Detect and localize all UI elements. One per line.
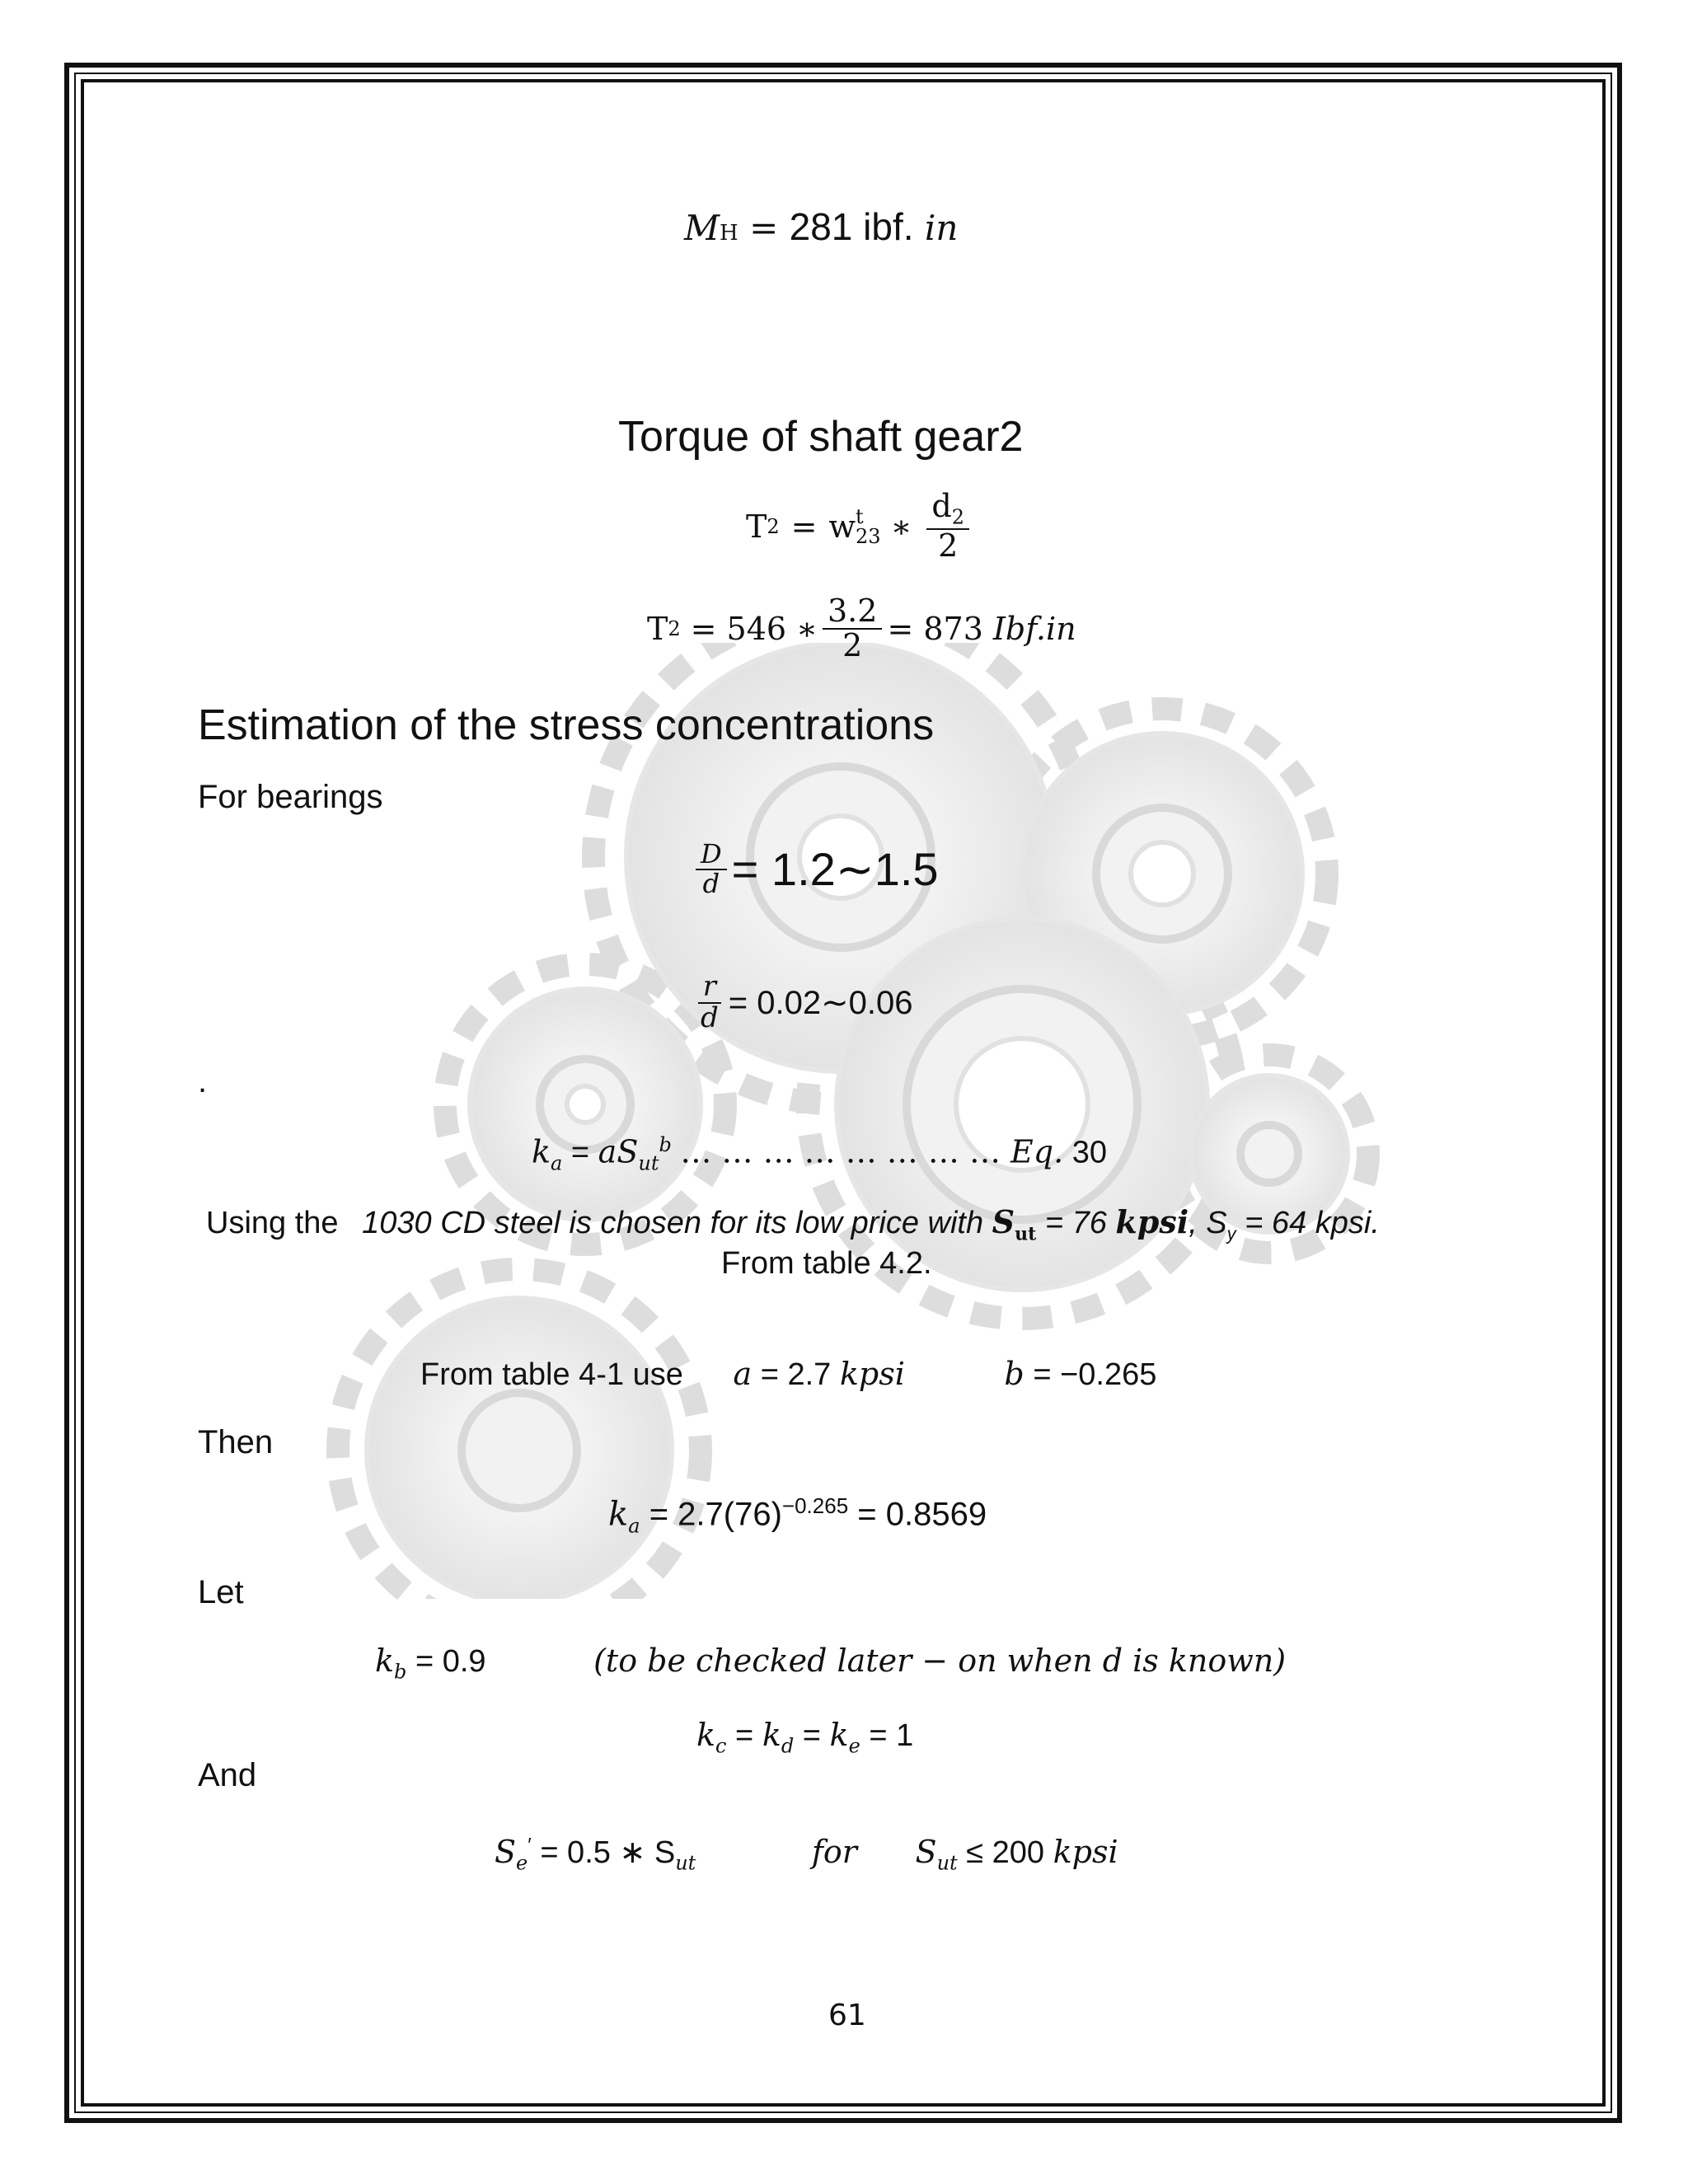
t2-fraction [926,490,969,563]
mh-unit: in [924,208,959,248]
se-val-sub: ut [675,1851,696,1875]
t2c-result: = 873 [887,610,983,647]
steel-sut: S [992,1203,1015,1240]
t2c-lhs-sub: 2 [668,616,681,640]
ka-calculation [608,1493,987,1537]
t2c-fraction [823,595,882,663]
t2-lhs-sub: 2 [767,514,780,538]
kac-result: = 0.8569 [857,1496,987,1533]
t2c-frac-num: 3.2 [823,595,882,630]
table41-a-label: a [733,1356,753,1392]
ka-lhs-sub: a [551,1151,563,1175]
d-ratio-equation [691,838,939,899]
ka-rhs: aS [598,1133,639,1170]
moment-mh-line [684,204,958,249]
r-ratio-value: = 0.02∼0.06 [728,984,913,1021]
t2-w: w [828,508,856,545]
t2-w-sub: 23 [856,524,881,548]
from-table-4-2: From table 4.2. [721,1246,932,1281]
stress-concentration-heading: Estimation of the stress concentrations [198,701,935,749]
mh-symbol: M [684,208,720,248]
t2-w-sup: t [856,504,864,528]
table-4-1-line [420,1356,1156,1393]
ka-rhs-sup: b [659,1133,672,1156]
table41-a-unit: kpsi [839,1356,905,1392]
t2-frac-num: d [931,488,952,524]
t2c-prefix: = 546 ∗ [690,610,818,647]
steel-sut-sub: ut [1015,1223,1037,1245]
kac-lhs-sub: a [628,1514,640,1538]
se-lhs-sup: ′ [528,1834,532,1857]
r-ratio-den: d [701,1001,719,1034]
mh-subscript: H [720,221,738,246]
kac-exp: −0.265 [781,1493,849,1518]
steel-sy-sub: y [1226,1223,1236,1244]
t2-formula: T 2 = w t 23 ∗ $\frac{d_2}{2}$ [746,490,974,563]
se-lhs-sub: e [516,1851,528,1875]
table41-a-val: = 2.7 [760,1357,832,1392]
r-ratio-num: r [698,972,721,1004]
d-ratio-value: = 1.2∼1.5 [731,842,939,895]
steel-sy: , S [1189,1206,1227,1240]
kcde-equation: $k_c = k_d = k_e = 1$ [696,1717,914,1758]
r-ratio-fraction [696,972,724,1033]
ka-rhs-sub: ut [638,1151,659,1175]
steel-sy-val: = 64 kpsi. [1236,1206,1380,1240]
t2c-lhs: T [647,610,668,647]
t2-calculation [647,595,1076,663]
steel-sut-val: = 76 [1036,1206,1116,1240]
ke-sub: e [848,1734,860,1758]
table41-text: From table 4-1 use [420,1357,683,1392]
se-cond-sub: ut [936,1851,958,1875]
stray-dot: . [198,1063,208,1099]
ka-ref-num: 30 [1071,1135,1108,1170]
se-cond: S [915,1834,937,1870]
t2-op: ∗ [890,508,912,545]
kb-lhs-sub: b [394,1660,407,1684]
t2-lhs: T [746,508,767,545]
and-label: And [198,1757,257,1793]
for-bearings-label: For bearings [198,779,383,815]
steel-kpsi: kpsi [1115,1203,1189,1240]
r-ratio-equation [691,972,912,1033]
ka-lhs: k [532,1133,551,1170]
kb-lhs: k [375,1643,395,1679]
kac-lhs: k [608,1495,629,1534]
table41-b-val: = −0.265 [1033,1357,1157,1392]
steel-selection-line [206,1203,1380,1245]
ka-equation [532,1133,1107,1174]
se-val: = 0.5 ∗ S [540,1835,676,1870]
torque-heading: Torque of shaft gear2 [618,413,1024,461]
ka-ref: Eq. [1010,1133,1064,1170]
then-label: Then [198,1424,274,1460]
d-ratio-fraction [696,838,727,899]
steel-text: 1030 CD steel is chosen for its low price with [362,1206,992,1240]
let-label: Let [198,1574,244,1610]
t2-frac-num-sub: 2 [951,505,964,529]
kc-sub: c [715,1734,727,1758]
se-lhs: S [495,1834,517,1870]
kb-equation [375,1643,1286,1684]
ka-eq: = [570,1135,590,1170]
d-ratio-den: d [702,867,720,899]
kb-note: (to be checked later − on when d is known) [593,1643,1287,1679]
kd-sub: d [781,1734,795,1758]
table41-b-label: b [1004,1356,1025,1392]
t2-frac-den: 2 [938,527,959,564]
t2c-frac-den: 2 [842,626,863,663]
page-number: 61 [828,1999,866,2032]
se-for: for [811,1834,857,1870]
se-cond-unit: kpsi [1053,1834,1118,1870]
steel-prefix: Using the [206,1206,339,1240]
mh-equals: = [749,208,779,248]
gears-watermark-image [313,643,1385,1599]
kcde-val: = 1 [869,1718,914,1753]
mh-value: 281 ibf. [789,205,914,248]
kb-val: = 0.9 [415,1644,486,1679]
kac-expr: = 2.7(76) [649,1496,782,1533]
d-ratio-num: D [696,841,727,870]
se-equation [495,1834,1118,1875]
se-cond-rest: ≤ 200 [957,1835,1045,1870]
t2c-unit: Ibf.in [992,610,1076,647]
ka-dots: … … … … … … … … [680,1133,1011,1170]
